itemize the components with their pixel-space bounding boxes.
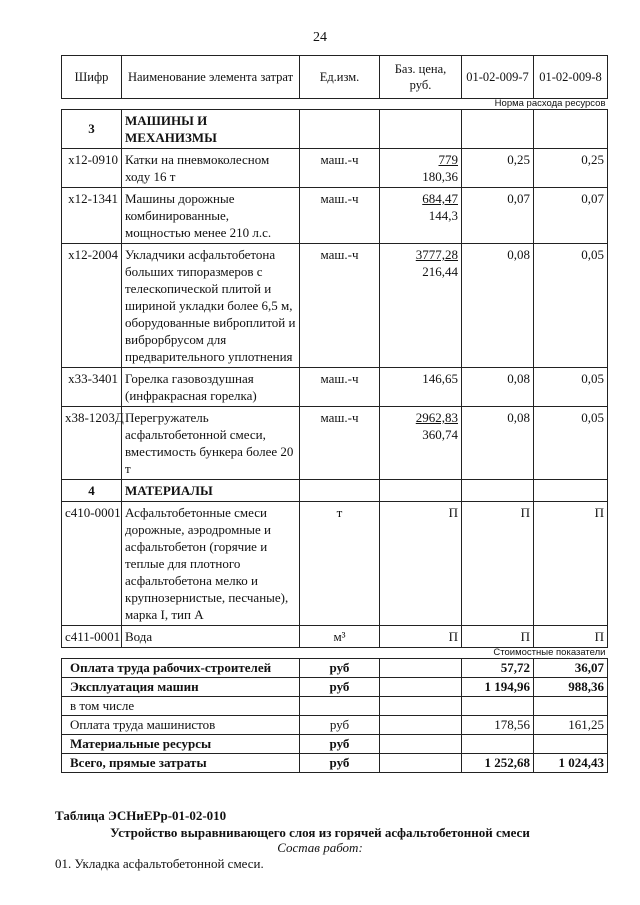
total-label: в том числе	[62, 697, 300, 716]
total-label: Оплата труда машинистов	[62, 716, 300, 735]
totals-row	[62, 659, 608, 678]
totals-row	[62, 716, 608, 735]
base-price: 3777,28	[415, 247, 458, 262]
resource-unit: м³	[300, 626, 380, 648]
norm-a: П	[462, 502, 534, 626]
note-norm-row	[62, 99, 608, 110]
base-price: 2962,83	[415, 410, 458, 425]
section-4-title: МАТЕРИАЛЫ	[122, 480, 300, 502]
header-col-a: 01-02-009-7	[462, 56, 534, 99]
norm-a: 0,25	[462, 149, 534, 188]
norm-b: 0,05	[534, 407, 608, 480]
base-price: П	[380, 626, 462, 648]
resource-name: Катки на пневмоколесном ходу 16 т	[122, 149, 300, 188]
resource-code: с411-0001	[62, 626, 122, 648]
base-price: П	[380, 502, 462, 626]
table-row	[62, 502, 608, 626]
resource-name: Машины дорожные комбинированные, мощностью менее 210 л.с.	[122, 188, 300, 244]
resource-name: Асфальтобетонные смеси дорожные, аэродромные и асфальтобетон (горячие и теплые для плотного асфальтобетона мелко и крупнозернистые, песчаные), марка I, тип А	[122, 502, 300, 626]
resource-unit: маш.-ч	[300, 149, 380, 188]
total-label: Эксплуатация машин	[62, 678, 300, 697]
total-a: 1 252,68	[462, 754, 534, 773]
total-label: Материальные ресурсы	[62, 735, 300, 754]
table-header-row	[62, 56, 608, 99]
section-3-row	[62, 110, 608, 149]
base-price-wage: 216,44	[422, 264, 458, 279]
table-caption: Таблица ЭСНиЕРр-01-02-010	[55, 808, 227, 823]
header-price: Баз. цена, руб.	[380, 56, 462, 99]
table-row	[62, 149, 608, 188]
total-b: 36,07	[534, 659, 608, 678]
total-unit: руб	[300, 678, 380, 697]
resource-norm-table	[61, 55, 608, 773]
norm-b: П	[534, 626, 608, 648]
header-unit: Ед.изм.	[300, 56, 380, 99]
norm-a: П	[462, 626, 534, 648]
note-norm: Норма расхода ресурсов	[62, 99, 608, 110]
resource-name: Перегружатель асфальтобетонной смеси, вместимость бункера более 20 т	[122, 407, 300, 480]
total-unit: руб	[300, 735, 380, 754]
total-label: Всего, прямые затраты	[62, 754, 300, 773]
total-unit: руб	[300, 659, 380, 678]
section-subtitle: Состав работ:	[277, 840, 363, 855]
resource-code: х38-1203Д	[62, 407, 122, 480]
table-row	[62, 188, 608, 244]
norm-a: 0,08	[462, 244, 534, 368]
total-unit: руб	[300, 754, 380, 773]
total-a: 1 194,96	[462, 678, 534, 697]
header-col-b: 01-02-009-8	[534, 56, 608, 99]
resource-name: Вода	[122, 626, 300, 648]
totals-row	[62, 678, 608, 697]
header-code: Шифр	[62, 56, 122, 99]
resource-unit: маш.-ч	[300, 407, 380, 480]
section-title: Устройство выравнивающего слоя из горячей асфальтобетонной смеси	[110, 825, 530, 840]
total-b: 1 024,43	[534, 754, 608, 773]
resource-code: х12-1341	[62, 188, 122, 244]
header-name: Наименование элемента затрат	[122, 56, 300, 99]
resource-unit: т	[300, 502, 380, 626]
resource-unit: маш.-ч	[300, 368, 380, 407]
base-price: 146,65	[380, 368, 462, 407]
table-row	[62, 368, 608, 407]
norm-a: 0,08	[462, 407, 534, 480]
norm-b: 0,05	[534, 244, 608, 368]
resource-name: Укладчики асфальтобетона больших типоразмеров с телескопической плитой и шириной укладки более 6,5 м, оборудованные виброплитой и виброрбрусом для предварительного уплотнения	[122, 244, 300, 368]
norm-a: 0,08	[462, 368, 534, 407]
norm-a: 0,07	[462, 188, 534, 244]
table-row	[62, 407, 608, 480]
resource-unit: маш.-ч	[300, 244, 380, 368]
totals-row	[62, 735, 608, 754]
base-price: 779	[438, 152, 458, 167]
total-b: 988,36	[534, 678, 608, 697]
section-4-number: 4	[62, 480, 122, 502]
total-label: Оплата труда рабочих-строителей	[62, 659, 300, 678]
total-a: 57,72	[462, 659, 534, 678]
resource-code: х12-2004	[62, 244, 122, 368]
totals-row	[62, 697, 608, 716]
base-price-wage: 360,74	[422, 427, 458, 442]
section-3-title: МАШИНЫ И МЕХАНИЗМЫ	[122, 110, 300, 149]
total-b: 161,25	[534, 716, 608, 735]
table-row	[62, 244, 608, 368]
totals-row	[62, 754, 608, 773]
note-cost-row	[62, 648, 608, 659]
resource-code: с410-0001	[62, 502, 122, 626]
note-cost: Стоимостные показатели	[62, 648, 608, 659]
resource-code: х12-0910	[62, 149, 122, 188]
total-a: 178,56	[462, 716, 534, 735]
norm-b: 0,25	[534, 149, 608, 188]
total-unit: руб	[300, 716, 380, 735]
resource-code: х33-3401	[62, 368, 122, 407]
base-price-wage: 180,36	[422, 169, 458, 184]
section-3-number: 3	[62, 110, 122, 149]
resource-unit: маш.-ч	[300, 188, 380, 244]
base-price-wage: 144,3	[428, 208, 458, 223]
norm-b: 0,07	[534, 188, 608, 244]
norm-b: П	[534, 502, 608, 626]
resource-name: Горелка газовоздушная (инфракрасная горелка)	[122, 368, 300, 407]
section-4-row	[62, 480, 608, 502]
table-row	[62, 626, 608, 648]
work-item: 01. Укладка асфальтобетонной смеси.	[55, 856, 264, 871]
base-price: 684,47	[422, 191, 458, 206]
norm-b: 0,05	[534, 368, 608, 407]
page-number: 24	[313, 30, 327, 45]
